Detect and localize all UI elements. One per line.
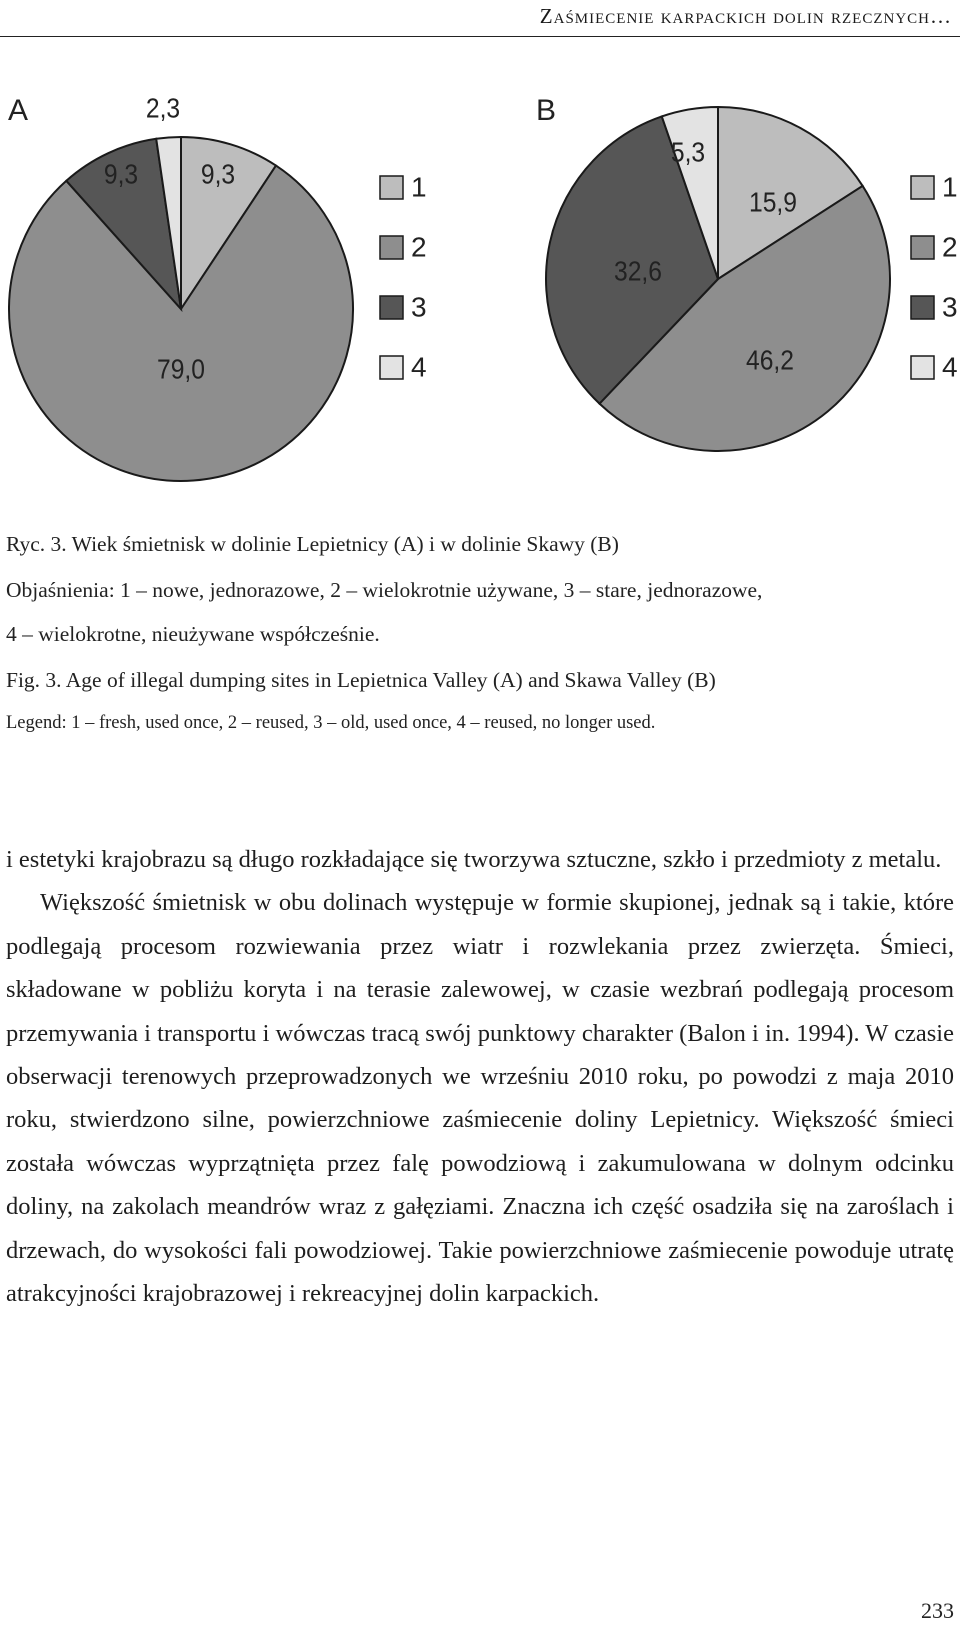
paragraph-1: i estetyki krajobrazu są długo rozkładające się tworzywa sztuczne, szkło i przedmioty z metalu. [6,846,942,873]
body-text [6,838,954,1315]
caption-pl-legend-line1: Objaśnienia: 1 – nowe, jednorazowe, 2 – wielokrotnie używane, 3 – stare, jednorazowe, [6,578,763,602]
pie-b-label-1: 15,9 [749,185,797,218]
header-rule [0,36,960,37]
legend-a-swatch-2 [380,236,403,259]
legend-b-swatch-4 [911,356,934,379]
running-head: Zaśmiecenie karpackich dolin rzecznych… [539,4,952,28]
caption-en-legend: Legend: 1 – fresh, used once, 2 – reused, 3 – old, used once, 4 – reused, no longer used. [6,713,656,733]
legend-b-label-2: 2 [942,231,958,263]
pie-a-label-2: 79,0 [157,352,205,385]
legend-b-swatch-1 [911,176,934,199]
figure-pie-charts [0,70,960,530]
page-number: 233 [921,1598,954,1623]
legend-b-swatch-3 [911,296,934,319]
legend-a-label-1: 1 [411,171,427,203]
pie-b-label-3: 32,6 [614,254,662,287]
legend-a-swatch-3 [380,296,403,319]
legend-b-label-3: 3 [942,291,958,323]
legend-a-label-2: 2 [411,231,427,263]
legend-b-swatch-2 [911,236,934,259]
paragraph-2: Większość śmietnisk w obu dolinach występuje w formie skupionej, jednak są i takie, które podlegają procesom rozwiewania przez wiatr i rozwlekania przez zwierzęta. Śmieci, składowane w pobliżu koryta i na terasie zalewowej, w czasie wezbrań podlegają procesom przemywania i transportu i wówczas tracą swój punktowy charakter (Balon i in. 1994). W czasie obserwacji terenowych przeprowadzonych we wrześniu 2010 roku, po powodzi z maja 2010 roku, stwierdzono silne, powierzchniowe zaśmiecenie doliny Lepietnicy. Większość śmieci została wówczas wyprzątnięta przez falę powodziową i zakumulowana w dolnym odcinku doliny, na zakolach meandrów wraz z gałęziami. Znaczna ich część osadziła się na zaroślach i drzewach, do wysokości fali powodziowej. Takie powierzchniowe zaśmiecenie powoduje utratę atrakcyjności krajobrazowej i rekreacyjnej dolin karpackich. [6,889,954,1308]
caption-pl-legend-line2: 4 – wielokrotne, nieużywane współcześnie. [6,622,380,646]
legend-b-label-1: 1 [942,171,958,203]
panel-label-a: A [8,94,29,127]
legend-a-swatch-4 [380,356,403,379]
legend-a-swatch-1 [380,176,403,199]
caption-pl-title: Ryc. 3. Wiek śmietnisk w dolinie Lepietnicy (A) i w dolinie Skawy (B) [6,532,619,556]
legend-b-label-4: 4 [942,351,958,383]
pie-charts-svg [0,70,960,530]
pie-a-label-3: 9,3 [103,157,139,190]
pie-b-label-2: 46,2 [746,343,794,376]
caption-en-title: Fig. 3. Age of illegal dumping sites in Lepietnica Valley (A) and Skawa Valley (B) [6,668,716,692]
legend-a-label-4: 4 [411,351,427,383]
pie-a-label-1: 9,3 [200,157,236,190]
pie-b-label-4: 5,3 [670,135,706,168]
panel-label-b: B [536,94,557,127]
legend-a-label-3: 3 [411,291,427,323]
pie-a-label-4: 2,3 [145,91,181,124]
